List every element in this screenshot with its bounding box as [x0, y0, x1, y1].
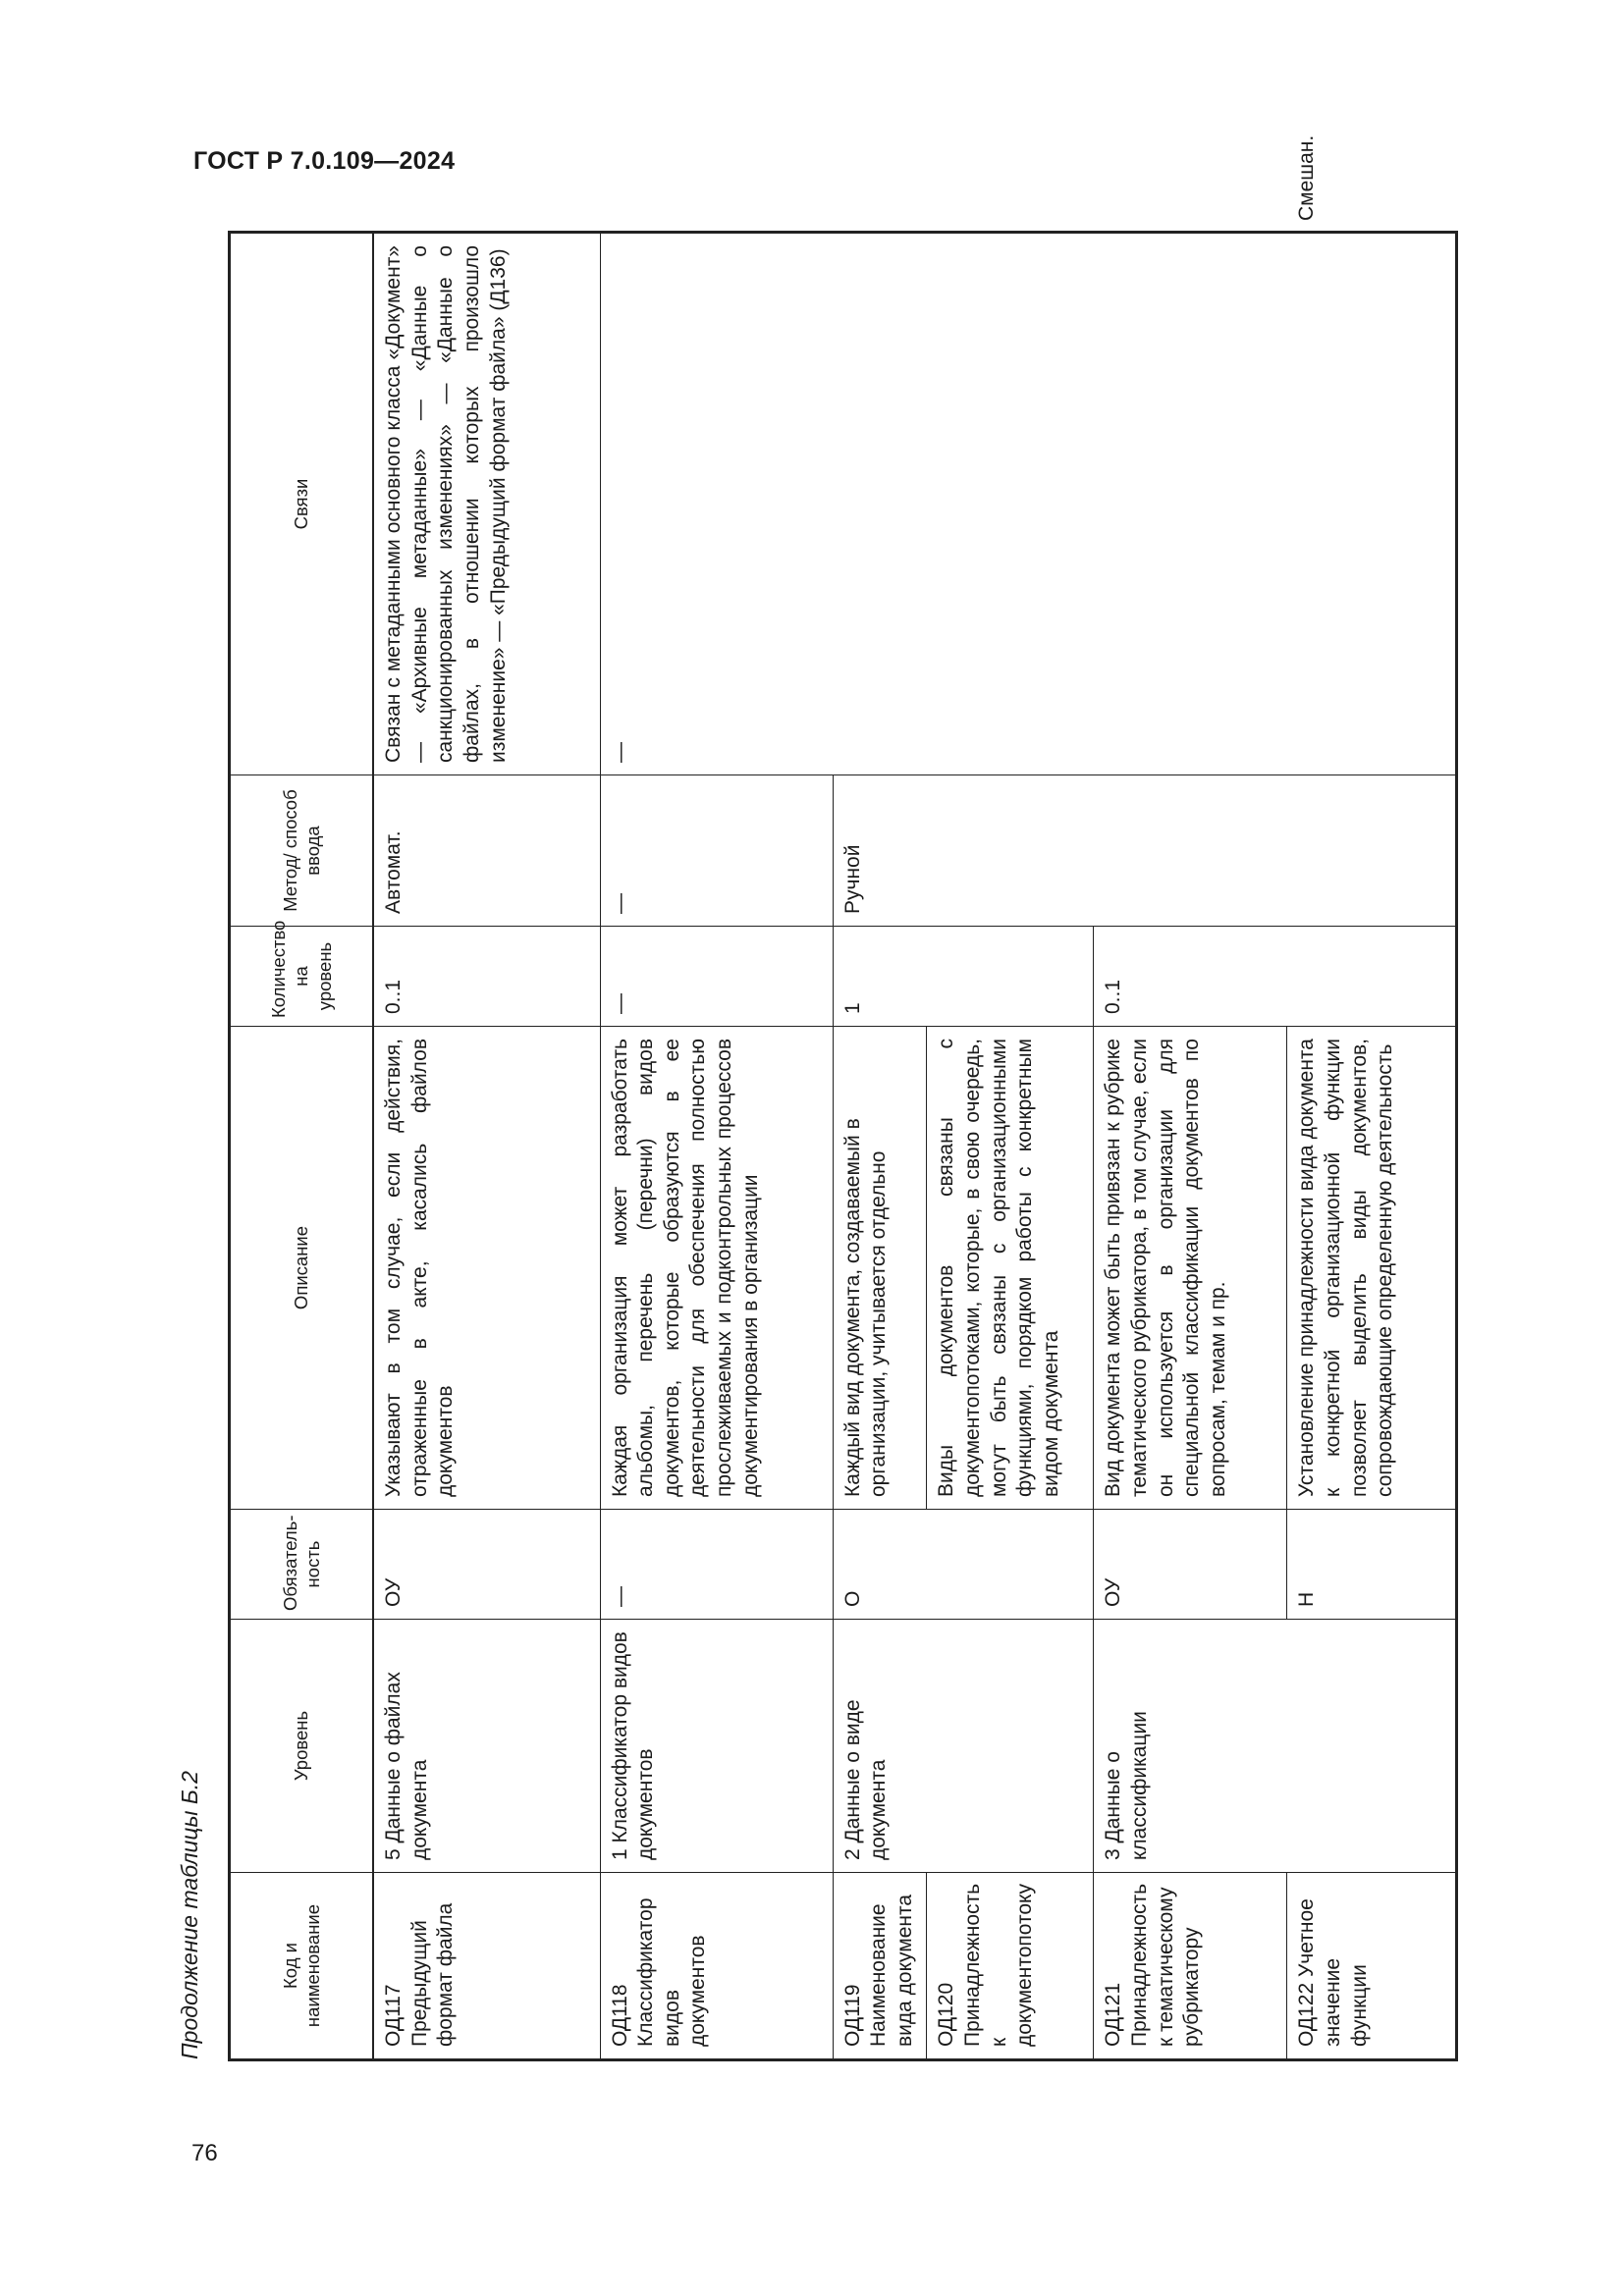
cell-code: ОД122 Учетное значение функции — [1287, 1873, 1456, 2059]
header-code: Код и наименование — [231, 1873, 374, 2059]
cell-code: ОД120 Принадлежность к документопотоку — [927, 1873, 1094, 2059]
cell-count: 0..1 — [1094, 927, 1456, 1027]
header-links: Связи — [231, 234, 374, 775]
cell-count: 0..1 — [373, 927, 600, 1027]
cell-obligation: — — [600, 1510, 833, 1620]
page-number: 76 — [191, 2140, 218, 2166]
cell-code: ОД121 Принадлежность к тематическому рубрикатору — [1094, 1873, 1287, 2059]
header-obligation: Обязатель-ность — [231, 1510, 374, 1620]
cell-code: ОД118 Классификатор видов документов — [600, 1873, 833, 2059]
cell-obligation: О — [833, 1510, 1094, 1620]
cell-obligation: ОУ — [373, 1510, 600, 1620]
cell-links: Связан с метаданными основного класса «Документ» — «Архивные метаданные» — «Данные о санкционированных изменениях» — «Данные о файлах, в отношении которых произошло изменение» — «Предыдущий формат файла» (Д136) — [373, 234, 600, 775]
cell-level: 3 Данные о классификации — [1094, 1620, 1456, 1873]
cell-count: — — [600, 927, 833, 1027]
header-count: Количество на уровень — [231, 927, 374, 1027]
header-description: Описание — [231, 1027, 374, 1510]
table-row — [600, 234, 833, 2059]
document-standard-header: ГОСТ Р 7.0.109—2024 — [193, 147, 456, 175]
cell-method: Автомат. — [373, 775, 600, 927]
table-row — [373, 234, 600, 2059]
cell-description: Установление принадлежности вида документа к конкретной организационной функции позволяет выделить виды документов, сопровождающие определенную деятельность — [1287, 1027, 1456, 1510]
cell-method: Ручной — [833, 775, 1456, 927]
cell-description: Каждая организация может разработать альбомы, перечень (перечни) видов документов, которые образуются в ее деятельности для обеспечения полностью прослеживаемых и подконтрольных процессов документирования в организации — [600, 1027, 833, 1510]
cell-count: 1 — [833, 927, 1094, 1027]
cell-description: Виды документов связаны с документопотоками, которые, в свою очередь, могут быть связаны с организационными функциями, порядком работы с конкретным видом документа — [927, 1027, 1094, 1510]
header-level: Уровень — [231, 1620, 374, 1873]
cell-method: — — [600, 775, 833, 927]
table-header-row — [231, 234, 374, 2059]
cell-description: Каждый вид документа, создаваемый в организации, учитывается отдельно — [833, 1027, 927, 1510]
cell-level: 5 Данные о файлах документа — [373, 1620, 600, 1873]
cell-code: ОД119 Наименование вида документа — [833, 1873, 927, 2059]
table-row: ОД122 Учетное значение функции Н Установление принадлежности вида документа к конкретной организационной функции позволяет выделить виды документов, сопровождающие определенную деятельность Смешан. — [1287, 234, 1456, 2059]
header-method: Метод/ способ ввода — [231, 775, 374, 927]
cell-obligation: ОУ — [1094, 1510, 1287, 1620]
cell-level: 1 Классификатор видов документов — [600, 1620, 833, 1873]
table-caption: Продолжение таблицы Б.2 — [177, 1771, 202, 2059]
cell-description: Указывают в том случае, если действия, отраженные в акте, касались файлов документов — [373, 1027, 600, 1510]
cell-links: — — [600, 234, 1456, 775]
cell-code: ОД117 Предыдущий формат файла — [373, 1873, 600, 2059]
cell-obligation: Н — [1287, 1510, 1456, 1620]
cell-description: Вид документа может быть привязан к рубрике тематического рубрикатора, в том случае, если он используется в организации для специальной классификации документов по вопросам, темам и пр. — [1094, 1027, 1287, 1510]
cell-level: 2 Данные о виде документа — [833, 1620, 1094, 1873]
